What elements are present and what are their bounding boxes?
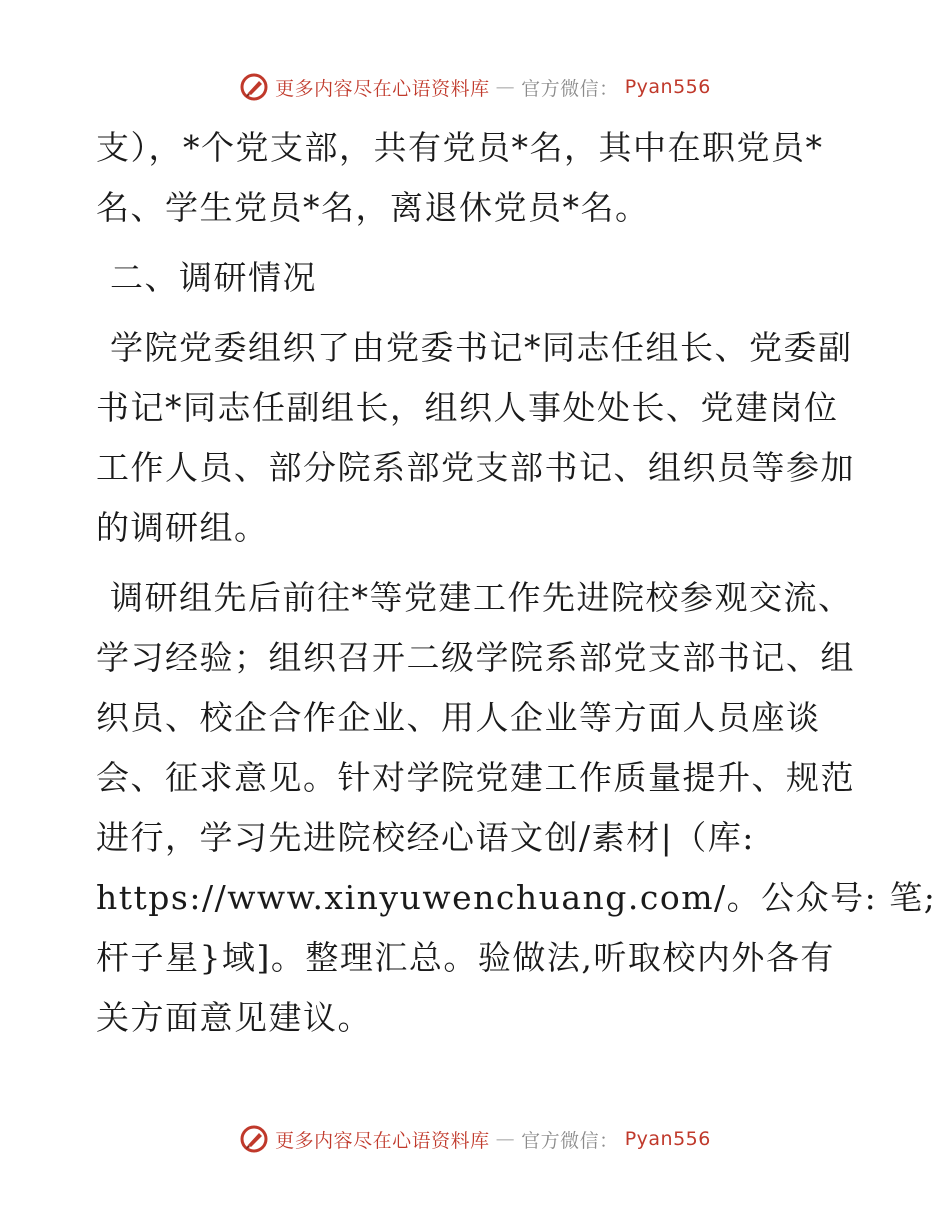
text-line: 的调研组。 [96, 508, 269, 547]
pen-logo-icon [239, 1124, 269, 1154]
text-line: 织员、校企合作企业、用人企业等方面人员座谈 [96, 698, 821, 737]
text-line: 支），*个党支部，共有党员*名，其中在职党员* [96, 128, 824, 167]
text-line: 工作人员、部分院系部党支部书记、组织员等参加 [96, 448, 855, 487]
section-heading-text: 二、调研情况 [110, 258, 317, 297]
watermark-wechat-id: Pyan556 [624, 1128, 711, 1150]
section-heading [96, 248, 856, 308]
document-body [96, 118, 937, 1048]
text-line: https://www.xinyuwenchuang.com/。公众号: 笔; [96, 878, 937, 917]
watermark-dash: — [495, 1128, 516, 1150]
paragraph-research-activities [96, 568, 937, 1048]
text-line: 会、征求意见。针对学院党建工作质量提升、规范 [96, 758, 855, 797]
pen-logo-icon [239, 72, 269, 102]
watermark-official-label: 官方微信： [521, 1129, 619, 1152]
text-line: 名、学生党员*名，离退休党员*名。 [96, 188, 650, 227]
watermark-main-text: 更多内容尽在心语资料库 [275, 1129, 490, 1152]
paragraph-membership [96, 118, 856, 238]
text-line: 进行，学习先进院校经心语文创/素材|（库: [96, 818, 755, 857]
watermark-official-label: 官方微信： [521, 77, 619, 100]
text-line: 调研组先后前往*等党建工作先进院校参观交流、 [110, 578, 853, 617]
footer-watermark [0, 1124, 950, 1154]
text-line: 学院党委组织了由党委书记*同志任组长、党委副 [110, 328, 853, 367]
paragraph-research-group [96, 318, 856, 558]
text-line: 关方面意见建议。 [96, 998, 372, 1037]
watermark-dash: — [495, 76, 516, 98]
watermark-wechat-id: Pyan556 [624, 76, 711, 98]
text-line: 杆子星}域]。整理汇总。验做法,听取校内外各有 [96, 938, 835, 977]
header-watermark [0, 72, 950, 102]
text-line: 学习经验；组织召开二级学院系部党支部书记、组 [96, 638, 855, 677]
text-line: 书记*同志任副组长，组织人事处处长、党建岗位 [96, 388, 839, 427]
watermark-main-text: 更多内容尽在心语资料库 [275, 77, 490, 100]
